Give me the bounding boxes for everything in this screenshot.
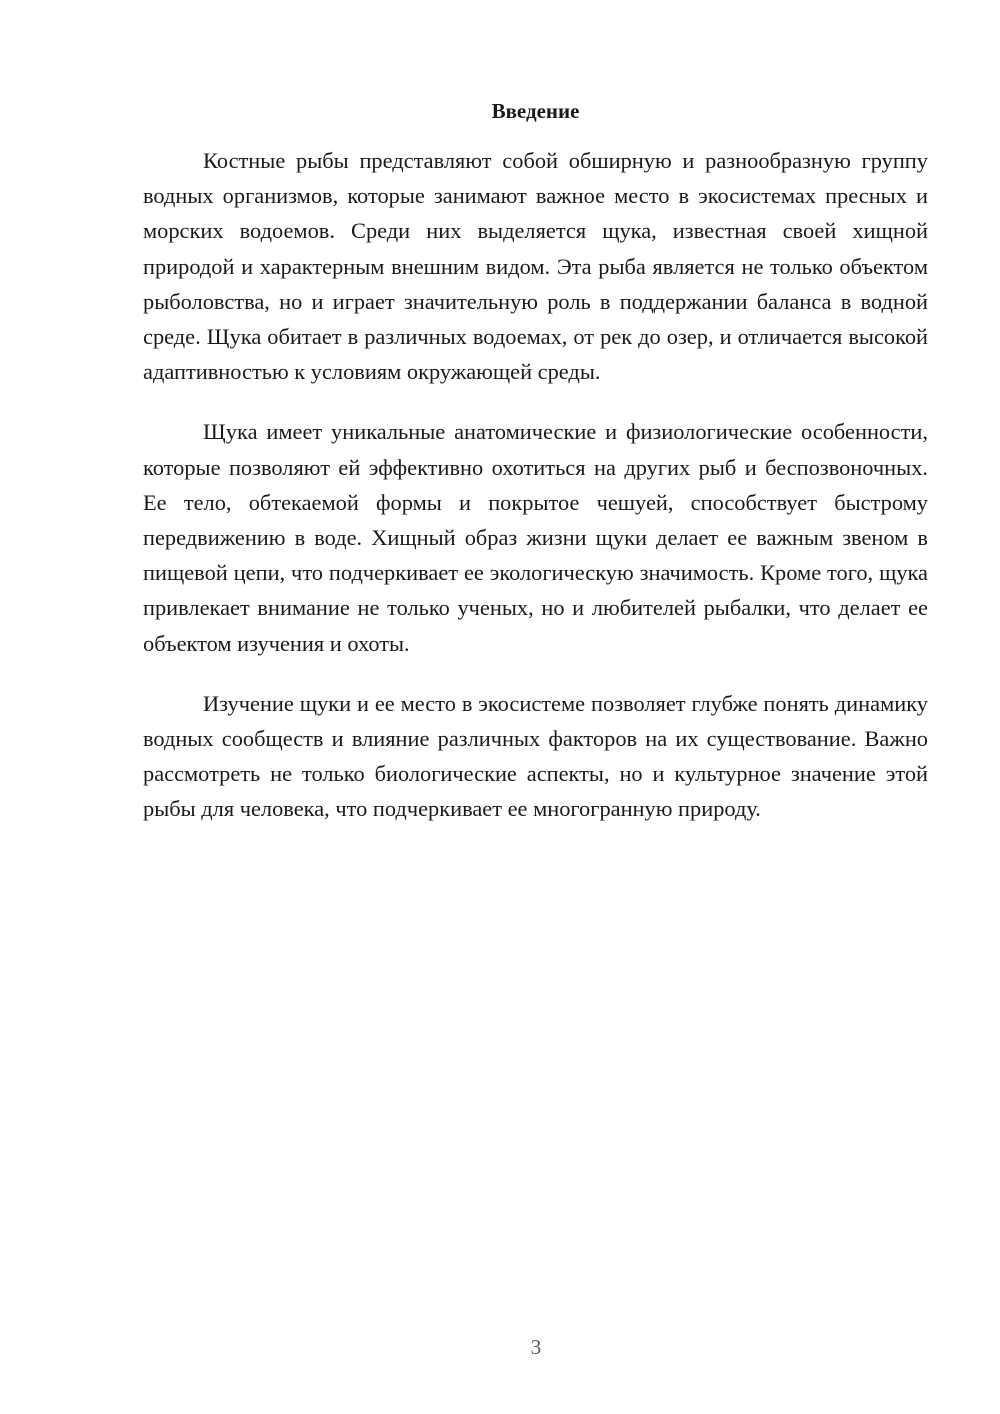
- paragraph-2: Щука имеет уникальные анатомические и физиологические особенности, которые позволяют ей эффективно охотиться на других рыб и беспозвоночных. Ее тело, обтекаемой формы и покрытое чешуей, способствует быстрому передвижению в воде. Хищный образ жизни щуки делает ее важным звеном в пищевой цепи, что подчеркивает ее экологическую значимость. Кроме того, щука привлекает внимание не только ученых, но и любителей рыбалки, что делает ее объектом изучения и охоты.: [143, 419, 928, 656]
- page-number: 3: [530, 1335, 542, 1359]
- section-title: Введение: [491, 99, 580, 123]
- paragraph-1: Костные рыбы представляют собой обширную и разнообразную группу водных организмов, которые занимают важное место в экосистемах пресных и морских водоемов. Среди них выделяется щука, известная своей хищной природой и характерным внешним видом. Эта рыба является не только объектом рыболовства, но и играет значительную роль в поддержании баланса в водной среде. Щука обитает в различных водоемах, от рек до озер, и отличается высокой адаптивностью к условиям окружающей среды.: [143, 148, 928, 385]
- document-body: [143, 143, 928, 852]
- paragraph-3: Изучение щуки и ее место в экосистеме позволяет глубже понять динамику водных сообществ и влияние различных факторов на их существование. Важно рассмотреть не только биологические аспекты, но и культурное значение этой рыбы для человека, что подчеркивает ее многогранную природу.: [143, 690, 928, 822]
